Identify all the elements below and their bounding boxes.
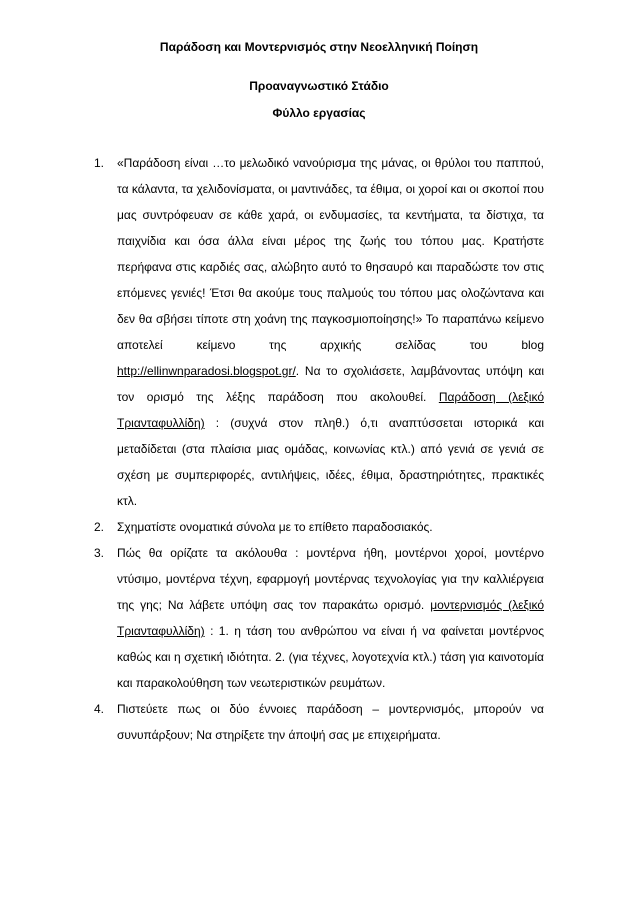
question-1-text-part3: : (συχνά στον πληθ.) ό,τι αναπτύσσεται ιστορικά και μεταδίδεται (στα πλαίσια μιας ομάδας, κοινωνίας κτλ.) από γενιά σε γενιά σε σχέση με συμπεριφορές, αντιλήψεις, ιδέες, έθιμα, δραστηριότητες, πρακτικές κτλ. [117, 416, 544, 508]
definition-reference-paradosi: Παράδοση (λεξικό Τριανταφυλλίδη) [117, 390, 544, 430]
question-list [0, 150, 638, 748]
question-text [117, 150, 544, 514]
page-header: Παράδοση και Μοντερνισμός στην Νεοελληνική Ποίηση [159, 40, 479, 54]
question-1-text-part2: . Να το σχολιάσετε, λαμβάνοντας υπόψη και τον ορισμό της λέξης παράδοση που ακολουθεί. [117, 364, 544, 404]
blog-link[interactable]: http://ellinwnparadosi.blogspot.gr/ [117, 364, 296, 378]
question-3-text-part1: Πώς θα ορίζατε τα ακόλουθα : μοντέρνα ήθη, μοντέρνοι χοροί, μοντέρνο ντύσιμο, μοντέρνα τέχνη, εφαρμογή μοντέρνας τεχνολογίας για την καλλιέργεια της γης; Να λάβετε υπόψη σας τον παρακάτω ορισμό. [117, 546, 544, 612]
question-2 [0, 514, 638, 540]
page-title: Προαναγνωστικό Στάδιο [249, 79, 389, 93]
definition-reference-modernismos: μοντερνισμός (λεξικό Τριανταφυλλίδη) [117, 598, 544, 638]
question-number: 2. [94, 520, 105, 534]
question-number: 4. [94, 702, 105, 716]
question-4 [0, 696, 638, 748]
question-text: Πιστεύετε πως οι δύο έννοιες παράδοση – μοντερνισμός, μπορούν να συνυπάρξουν; Να στηρίξετε την άποψή σας με επιχειρήματα. [117, 702, 544, 742]
question-text [117, 540, 544, 696]
page-subtitle: Φύλλο εργασίας [272, 106, 366, 120]
question-1 [0, 150, 638, 514]
question-text: Σχηματίστε ονοματικά σύνολα με το επίθετο παραδοσιακός. [117, 520, 433, 534]
question-3 [0, 540, 638, 696]
question-1-text-part1: «Παράδοση είναι …το μελωδικό νανούρισμα της μάνας, οι θρύλοι του παππού, τα κάλαντα, τα χελιδονίσματα, οι μαντινάδες, τα έθιμα, οι χοροί και οι σκοποί που μας συντρόφευαν σε κάθε χαρά, οι ενδυμασίες, τα κεντήματα, τα δίστιχα, τα παιχνίδια και όσα άλλα είναι μέρος της ζωής του τόπου μας. Κρατήστε περήφανα στις καρδιές σας, αλώβητο αυτό το θησαυρό και παραδώστε τον στις επόμενες γενιές! Έτσι θα ακούμε τους παλμούς του τόπου μας ολοζώντανα και δεν θα σβήσει τίποτε στη χοάνη της παγκοσμιοποίησης!» Το παραπάνω κείμενο αποτελεί κείμενο της αρχικής σελίδας του blog [117, 156, 544, 352]
question-3-text-part2: : 1. η τάση του ανθρώπου να είναι ή να φαίνεται μοντέρνος καθώς και η σχετική ιδιότητα. 2. (για τέχνες, λογοτεχνία κτλ.) τάση για καινοτομία και παρακολούθηση των νεωτεριστικών ρευμάτων. [117, 624, 544, 690]
question-number: 1. [94, 156, 105, 170]
question-number: 3. [94, 546, 105, 560]
